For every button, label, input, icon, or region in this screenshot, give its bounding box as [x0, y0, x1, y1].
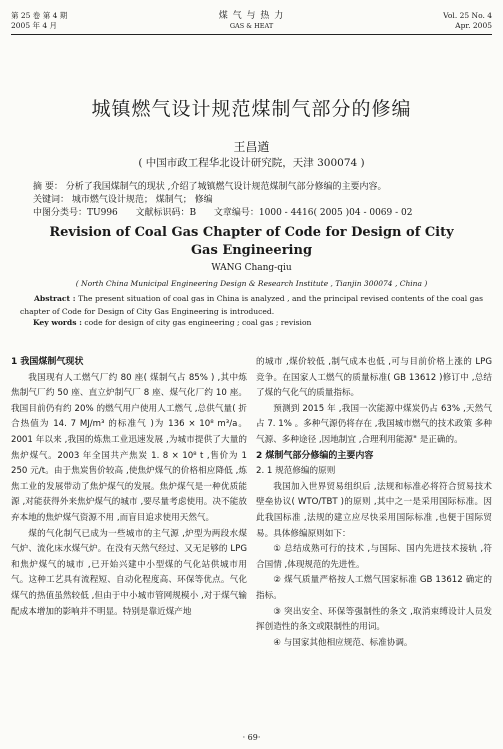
keywords-cn-text: 城市燃气设计规范； 煤制气； 修编 [71, 195, 213, 205]
keywords-en-label: Key words : [33, 318, 82, 327]
keywords-en-text: code for design of city gas engineering ; coal gas ; revision [84, 318, 312, 327]
running-header [0, 0, 503, 36]
abstract-en [20, 292, 483, 318]
keywords-en [33, 318, 483, 327]
paper-title: 城镇燃气设计规范煤制气部分的修编 [91, 98, 412, 120]
body-column-left [11, 355, 247, 620]
header-rule [11, 34, 492, 35]
keywords-cn-label: 关键词： [33, 195, 70, 205]
principle-item-3: ③ 突出安全、环保等强制性的条文 ,取消束缚设计人员发挥创造性的条文或限制性的用词。 [256, 606, 492, 633]
principle-item-2: ② 煤气质量严格按人工燃气国家标准 GB 13612 确定的指标。 [256, 575, 492, 601]
paper-title-en: Revision of Coal Gas Chapter of Code for Design of City Gas Engineering [49, 225, 454, 258]
section-heading-1: 1 我国煤制气现状 [11, 357, 84, 367]
principle-item-4: ④ 与国家其他相应规范、标准协调。 [273, 637, 413, 648]
header-date-cn: 2005 年 4 月 [11, 21, 58, 30]
body-paragraph: 的城市 ,煤价较低 ,制气成本也低 ,可与目前价格上涨的 LPG 竞争。在国家人工燃气的质量标准( GB 13612 )修订中 ,总结了煤的气化气的质量指标。 [256, 357, 492, 399]
body-paragraph: 煤的气化制气已成为一些城市的主气源 ,炉型为两段水煤气炉、流化床水煤气炉。在没有天然气经过、又无足够的 LPG 和焦炉煤气的城市 ,已开始兴建中小型煤的气化站供城市用气。这种工艺具有流程短、自动化程度高、环保等优点。气化煤气的热值虽然较低 ,但由于中小城市管网规模小 ,对于煤气输配成本增加的影响并不明显。特别是靠近煤产地 [11, 528, 247, 617]
classification-line [33, 207, 483, 220]
body-paragraph: 预测到 2015 年 ,我国一次能源中煤炭仍占 63% ,天然气占 7. 1% 。多种气源仍将存在 ,我国城市燃气的技术政策 多种气源、多种途径 ,因地制宜 ,合理利用能源" 是正确的。 [256, 403, 492, 445]
body-column-right [256, 355, 492, 651]
clc-number: 中图分类号：TU996 [33, 208, 118, 218]
header-date-en: Apr. 2005 [455, 21, 492, 30]
body-paragraph: 我国现有人工燃气厂约 80 座( 煤制气占 85% ) ,其中炼焦制气厂约 50 座、直立炉制气厂 8 座、煤气化厂约 10 座。我国目前仍有约 20% 的燃气用户使用人工燃气 ,总供气量( 折合热值为 14. 7 MJ/m³ 的标准气 )为 136 × 10⁸ m³/a。2001 年以来 ,我国的炼焦工业迅速发展 ,为城市提供了大量的焦炉煤气。2003 年全国共产焦炭 1. 8 × 10⁸ t ,售价为 1 250 元/t。由于焦炭售价较高 ,使焦炉煤气的价格相应降低 ,炼焦工业的发展带动了焦炉煤气的发展。焦炉煤气是一种优质能源 ,对能获得外来焦炉煤气的城市 ,要尽量考虑使用。决不能放弃本地的焦炉煤气资源不用 ,而盲目追求使用天然气。 [11, 372, 247, 523]
abstract-cn [33, 181, 483, 194]
abstract-en-text: The present situation of coal gas in China is analyzed , and the principal revised contents of the coal gas chapter of Code for Design of City Gas Engineering is introduced. [20, 294, 483, 316]
subsection-heading-2-1: 2. 1 规范修编的原则 [256, 466, 336, 477]
author-name: 王昌遒 [233, 140, 270, 154]
abstract-en-label: Abstract : [34, 294, 76, 303]
abstract-cn-label: 摘 要： [33, 182, 63, 192]
body-paragraph: 我国加入世界贸易组织后 ,法规和标准必将符合贸易技术壁垒协议( WTO/TBT )的原则 ,其中之一是采用国际标准。因此我国标准 ,法规的建立应尽快采用国际标准 ,也便于国际贸易。具体修编原则如下： [256, 481, 492, 539]
header-vol-en: Vol. 25 No. 4 [443, 11, 492, 20]
header-vol-cn: 第 25 卷 第 4 期 [11, 11, 68, 20]
author-affiliation-en: ( North China Municipal Engineering Design & Research Institute , Tianjin 300074 , China ) [75, 279, 428, 288]
header-journal [0, 11, 503, 31]
journal-name-en: GAS & HEAT [229, 22, 274, 30]
journal-name-cn: 煤 气 与 热 力 [218, 11, 285, 21]
document-code: 文献标识码：B [135, 208, 197, 218]
section-heading-2: 2 煤制气部分修编的主要内容 [256, 450, 374, 461]
article-number: 文章编号：1000 - 4416( 2005 )04 - 0069 - 02 [213, 208, 413, 218]
author-name-en: WANG Chang-qiu [211, 263, 292, 273]
author-affiliation: ( 中国市政工程华北设计研究院，天津 300074 ) [138, 157, 365, 169]
page-number: · 69· [242, 733, 261, 742]
keywords-cn [33, 194, 483, 207]
abstract-cn-text: 分析了我国煤制气的现状 ,介绍了城镇燃气设计规范煤制气部分修编的主要内容。 [65, 182, 387, 192]
header-volume-en [443, 11, 492, 31]
principle-item-1: ① 总结成熟可行的技术 ,与国际、国内先进技术接轨 ,符合国情 ,体现规范的先进性。 [256, 544, 492, 570]
